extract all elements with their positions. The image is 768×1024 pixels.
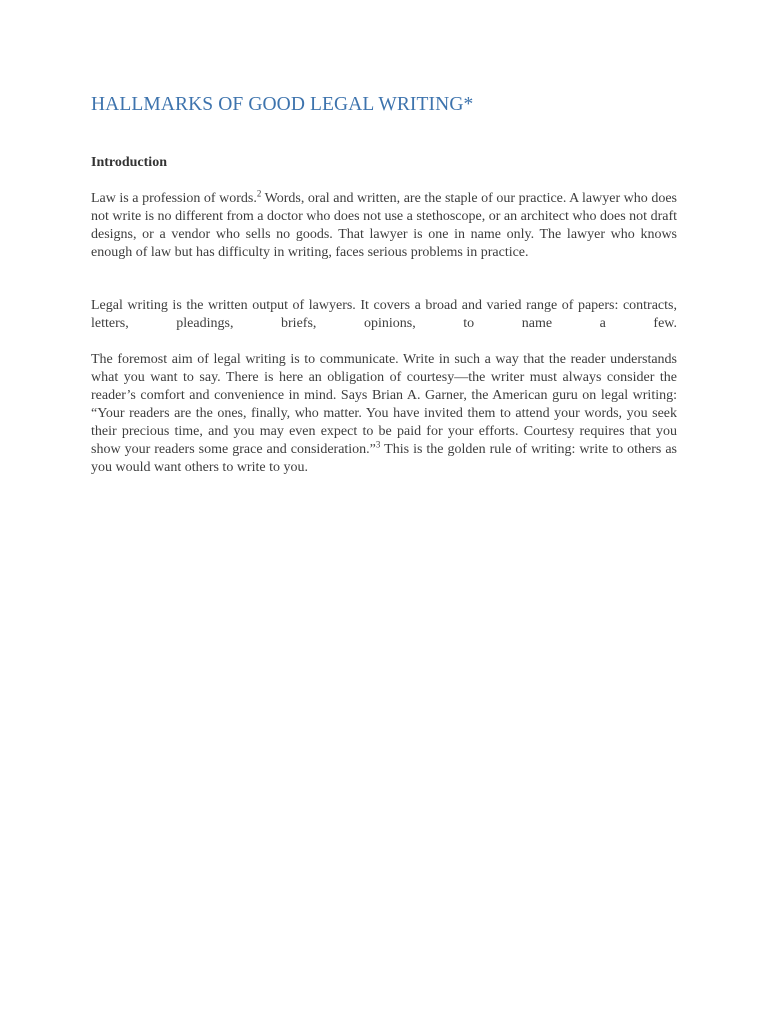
footnote-reference-3[interactable]: 3 (375, 439, 381, 450)
footnote-reference-2[interactable]: 2 (256, 188, 262, 199)
paragraph-1-text-end: Words, oral and written, are the staple of our practice. A lawyer who does not write is no different from a doctor who does not use a stethoscope, or an architect who does not draft designs, or a vendor who sells no goods. That lawyer is one in name only. The lawyer who knows enough of law but has difficulty in writing, faces serious problems in practice. (91, 191, 678, 260)
paragraph-1 (91, 190, 677, 262)
paragraph-2-text: Legal writing is the written output of lawyers. It covers a broad and varied range of papers: contracts, letters, pleadings, briefs, opinions, to name a few. (91, 298, 677, 331)
section-heading-introduction: Introduction (91, 155, 167, 170)
paragraph-2 (91, 297, 677, 333)
document-title: HALLMARKS OF GOOD LEGAL WRITING* (91, 94, 474, 115)
paragraph-3-text-end: This is the golden rule of writing: write to others as you would want others to write to you. (91, 442, 677, 475)
paragraph-3 (91, 351, 677, 477)
paragraph-3-text-start: The foremost aim of legal writing is to communicate. Write in such a way that the reader understands what you want to say. There is here an obligation of courtesy—the writer must always consider the reader’s comfort and convenience in mind. Says Brian A. Garner, the American guru on legal writing: “Your readers are the ones, finally, who matter. You have invited them to attend your words, you seek their precious time, and you may even expect to be paid for your efforts. Courtesy requires that you show your readers some grace and consideration.” (91, 352, 677, 457)
paragraph-1-text-start: Law is a profession of words. (91, 191, 257, 206)
